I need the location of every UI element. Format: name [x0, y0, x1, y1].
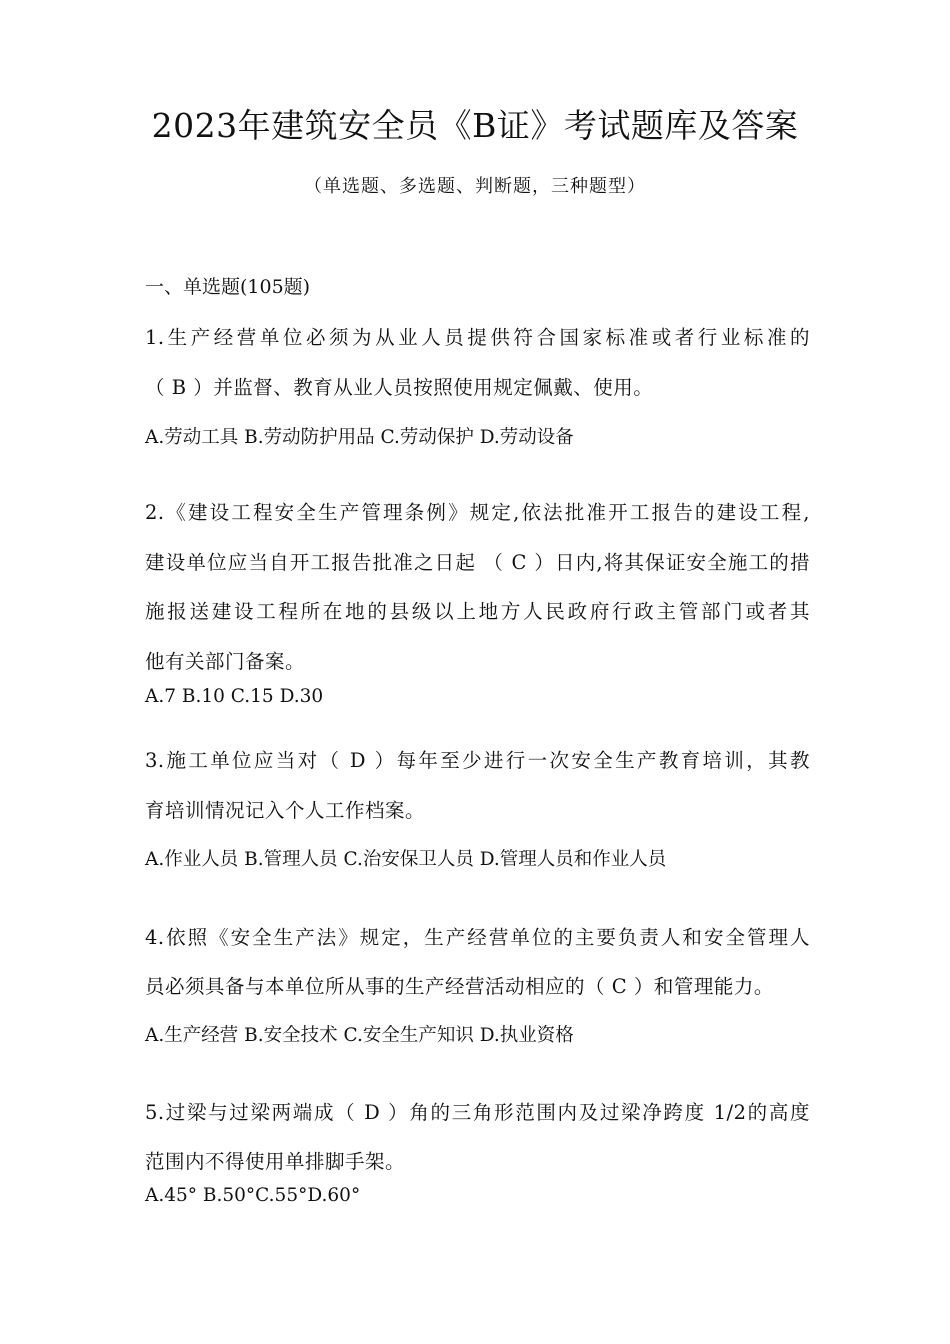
question-2-line-4: 他有关部门备案。 [145, 650, 306, 673]
question-2-options: A.7 B.10 C.15 D.30 [145, 686, 324, 707]
question-5-line-2: 范围内不得使用单排脚手架。 [145, 1150, 406, 1173]
page-subtitle: （单选题、多选题、判断题，三种题型） [304, 176, 646, 197]
question-3-line-1: 3.施工单位应当对（ D ）每年至少进行一次安全生产教育培训，其教 [145, 749, 810, 772]
section-heading: 一、单选题(105题) [145, 276, 311, 298]
question-5-line-1: 5.过梁与过梁两端成（ D ）角的三角形范围内及过梁净跨度 1/2的高度 [145, 1101, 810, 1124]
question-2-line-2: 建设单位应当自开工报告批准之日起 （ C ）日内,将其保证安全施工的措 [145, 551, 810, 574]
page-title: 2023年建筑安全员《B证》考试题库及答案 [151, 106, 799, 145]
question-2-line-1: 2.《建设工程安全生产管理条例》规定,依法批准开工报告的建设工程, [145, 501, 810, 524]
question-3-line-2: 育培训情况记入个人工作档案。 [145, 799, 426, 822]
question-4-line-1: 4.依照《安全生产法》规定，生产经营单位的主要负责人和安全管理人 [145, 926, 810, 949]
question-3-options: A.作业人员 B.管理人员 C.治安保卫人员 D.管理人员和作业人员 [145, 849, 667, 870]
question-1-line-2: （ B ）并监督、教育从业人员按照使用规定佩戴、使用。 [145, 376, 654, 399]
question-2-line-3: 施报送建设工程所在地的县级以上地方人民政府行政主管部门或者其 [145, 600, 810, 623]
question-4-line-2: 员必须具备与本单位所从事的生产经营活动相应的（ C ）和管理能力。 [145, 975, 774, 998]
question-4-options: A.生产经营 B.安全技术 C.安全生产知识 D.执业资格 [145, 1025, 574, 1046]
question-1-options: A.劳动工具 B.劳动防护用品 C.劳动保护 D.劳动设备 [145, 427, 574, 448]
question-5-options: A.45° B.50°C.55°D.60° [145, 1185, 361, 1206]
question-1-line-1: 1.生产经营单位必须为从业人员提供符合国家标准或者行业标准的 [145, 326, 810, 349]
